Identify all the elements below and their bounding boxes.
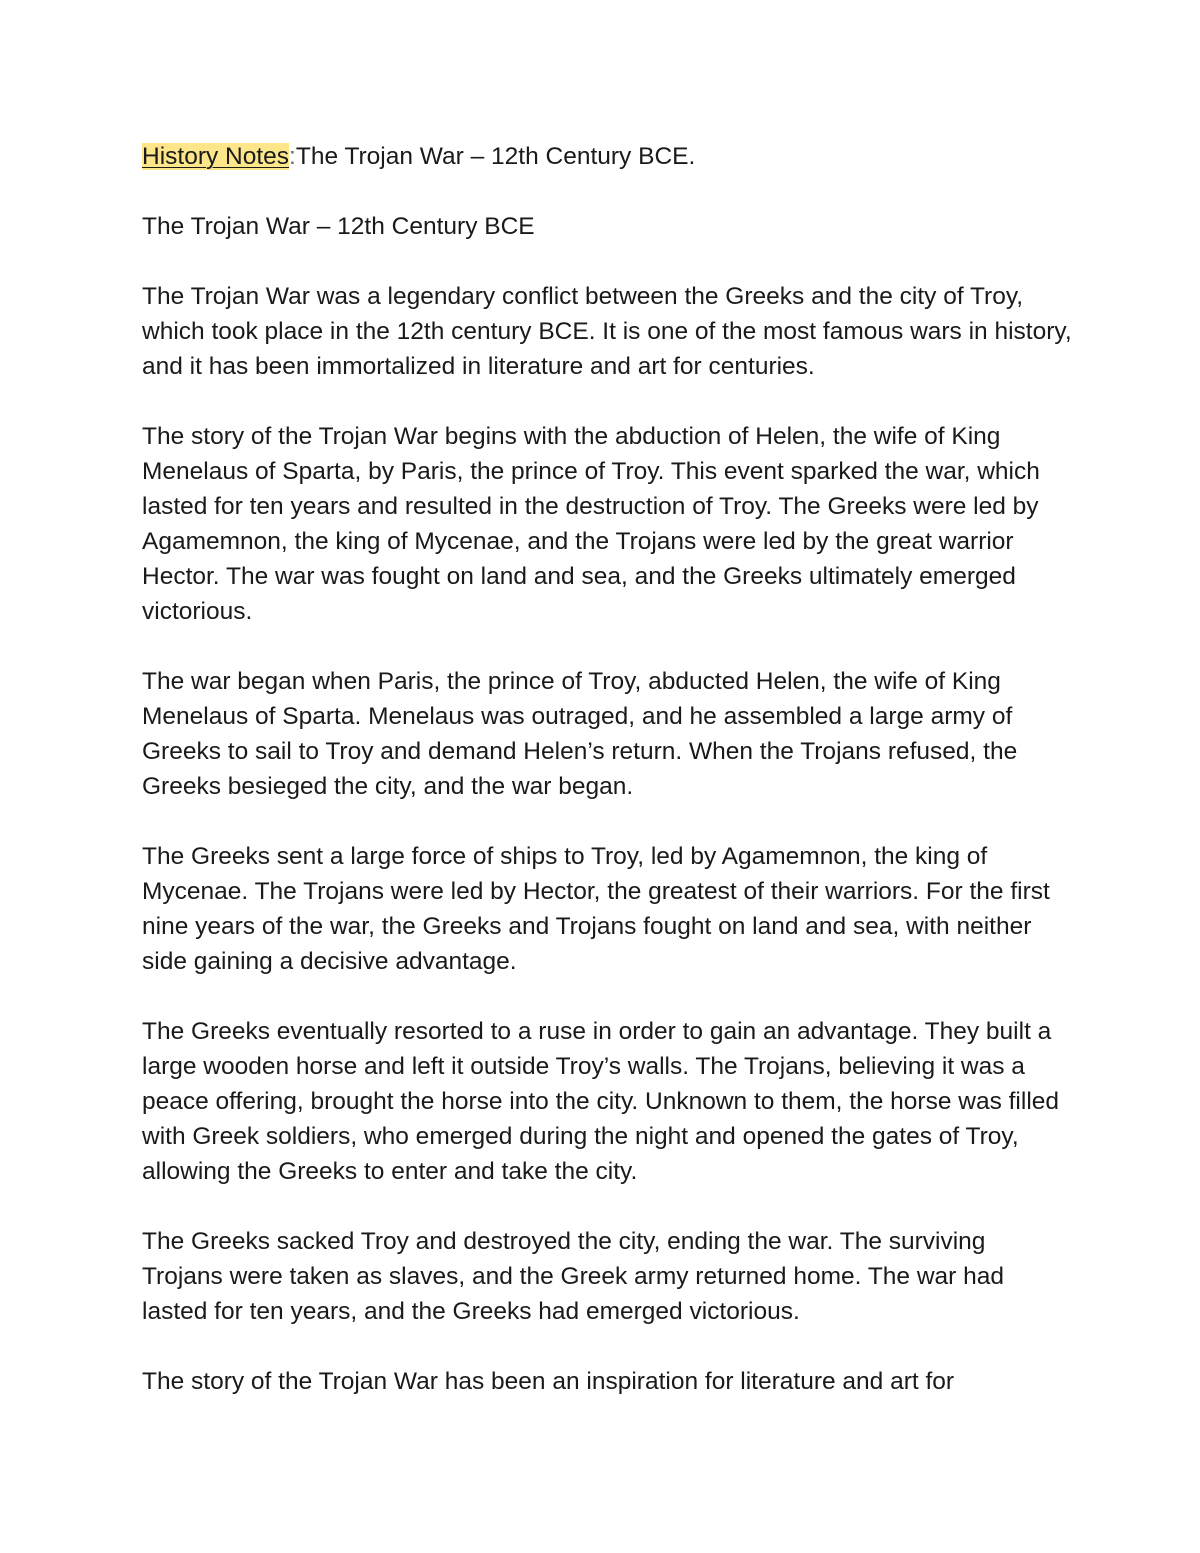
document-subheading: The Trojan War – 12th Century BCE: [142, 213, 535, 240]
document-body: [142, 139, 1072, 1399]
paragraph-war-began: The war began when Paris, the prince of Troy, abducted Helen, the wife of King Menelaus of Sparta. Menelaus was outraged, and he assembled a large army of Greeks to sail to Troy and demand Helen’s return. When the Trojans refused, the Greeks besieged the city, and the war began.: [142, 668, 1018, 800]
history-notes-label[interactable]: History Notes: [142, 143, 290, 170]
paragraph-story: The story of the Trojan War begins with the abduction of Helen, the wife of King Menelaus of Sparta, by Paris, the prince of Troy. This event sparked the war, which lasted for ten years and resulted in the destruction of Troy. The Greeks were led by Agamemnon, the king of Mycenae, and the Trojans were led by the great warrior Hector. The war was fought on land and sea, and the Greeks ultimately emerged victorious.: [142, 423, 1040, 625]
paragraph-legacy: The story of the Trojan War has been an inspiration for literature and art for: [142, 1368, 955, 1395]
header-separator: :: [289, 143, 296, 170]
header-title: The Trojan War – 12th Century BCE.: [295, 143, 696, 170]
paragraph-troy-sacked: The Greeks sacked Troy and destroyed the city, ending the war. The surviving Trojans were taken as slaves, and the Greek army returned home. The war had lasted for ten years, and the Greeks had emerged victorious.: [142, 1228, 1005, 1325]
paragraph-greek-force: The Greeks sent a large force of ships to Troy, led by Agamemnon, the king of Mycenae. The Trojans were led by Hector, the greatest of their warriors. For the first nine years of the war, the Greeks and Trojans fought on land and sea, with neither side gaining a decisive advantage.: [142, 843, 1050, 975]
document-header: [142, 139, 1072, 174]
paragraph-wooden-horse: The Greeks eventually resorted to a ruse in order to gain an advantage. They built a large wooden horse and left it outside Troy’s walls. The Trojans, believing it was a peace offering, brought the horse into the city. Unknown to them, the horse was filled with Greek soldiers, who emerged during the night and opened the gates of Troy, allowing the Greeks to enter and take the city.: [142, 1018, 1060, 1185]
paragraph-intro: The Trojan War was a legendary conflict between the Greeks and the city of Troy, which took place in the 12th century BCE. It is one of the most famous wars in history, and it has been immortalized in literature and art for centuries.: [142, 283, 1072, 380]
